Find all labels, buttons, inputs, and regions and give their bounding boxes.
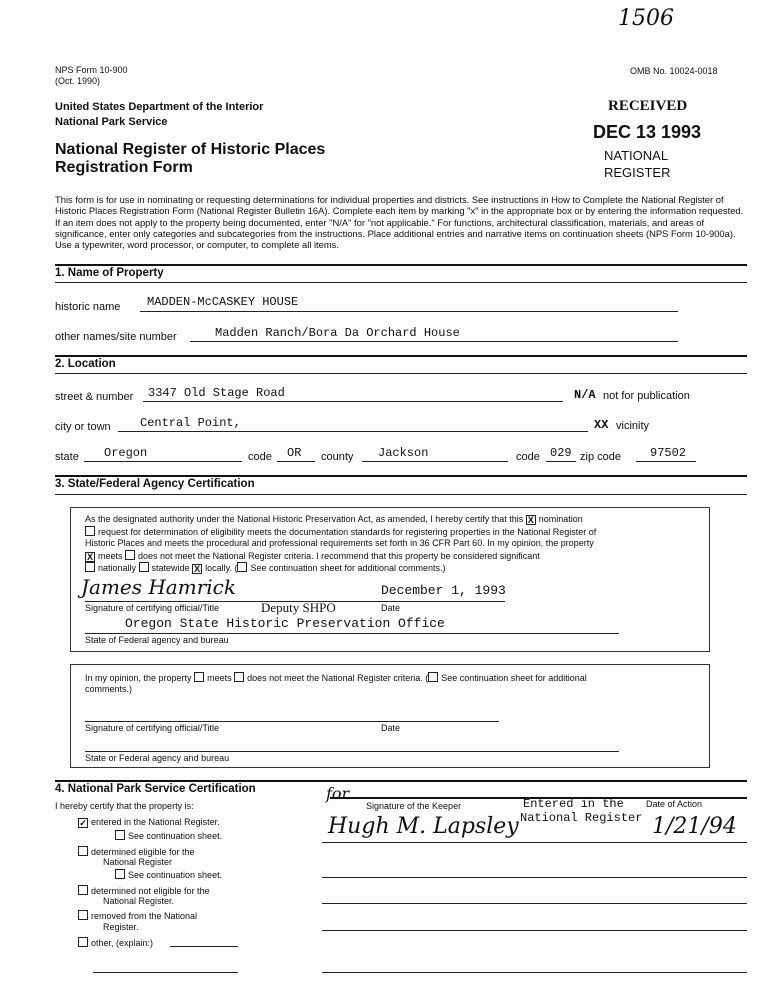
signature-label-2: Signature of certifying official/Title [85, 723, 220, 733]
opinion-continuation-checkbox[interactable] [428, 672, 438, 682]
opt1-continuation-label: See continuation sheet. [128, 831, 223, 841]
certification-date[interactable]: December 1, 1993 [381, 583, 506, 598]
section-1-heading: 1. Name of Property [55, 267, 164, 279]
other-names-value[interactable]: Madden Ranch/Bora Da Orchard House [215, 326, 460, 340]
section-3-heading: 3. State/Federal Agency Certification [55, 478, 255, 490]
opinion-text-d: comments.) [85, 684, 133, 694]
agency-label: State of Federal agency and bureau [85, 635, 229, 645]
received-stamp: RECEIVED [608, 98, 688, 114]
nomination-label: nomination [538, 514, 583, 524]
state-code-value[interactable]: OR [287, 446, 302, 460]
not-for-publication-label: not for publication [603, 390, 690, 402]
received-date-stamp: DEC 13 1993 [593, 122, 702, 142]
nationally-label: nationally [98, 563, 137, 573]
agency-label-2: State or Federal agency and bureau [85, 753, 230, 763]
statewide-label: statewide [151, 563, 190, 573]
nomination-checkbox[interactable]: X [527, 515, 534, 525]
eligible-label-2: National Register [103, 857, 173, 867]
entered-label: entered in the National Register. [91, 817, 220, 827]
form-number: NPS Form 10-900 [55, 65, 128, 75]
stamp-national: NATIONAL [604, 148, 669, 163]
date-of-action-label: Date of Action [646, 799, 703, 809]
section-4-heading: 4. National Park Service Certification [55, 783, 256, 795]
stamp-register: REGISTER [604, 165, 671, 180]
form-subtitle: Registration Form [55, 159, 193, 176]
meets-label: meets [98, 551, 123, 561]
county-value[interactable]: Jackson [378, 446, 429, 460]
state-code-label: code [248, 451, 272, 463]
state-label: state [55, 451, 79, 463]
other-checkbox[interactable] [78, 937, 88, 947]
agency-value[interactable]: Oregon State Historic Preservation Office [125, 616, 445, 631]
meets-checkbox[interactable]: X [86, 552, 93, 562]
not-eligible-checkbox[interactable] [78, 885, 88, 895]
street-label: street & number [55, 391, 134, 403]
date-label-2: Date [381, 723, 401, 733]
cert-line-3: Historic Places and meets the procedural and professional requirements set forth in 36 CFR Part 60. In my opinion, the property [85, 538, 594, 548]
omb-number: OMB No. 10024-0018 [630, 66, 718, 76]
city-value[interactable]: Central Point, [140, 416, 241, 430]
continuation-checkbox[interactable] [237, 562, 247, 572]
official-title[interactable]: Deputy SHPO [261, 600, 336, 615]
continuation-label: See continuation sheet for additional comments.) [250, 563, 446, 573]
department: United States Department of the Interior [55, 101, 264, 113]
agency: National Park Service [55, 116, 168, 128]
opinion-text-a: In my opinion, the property [85, 673, 192, 683]
opinion-text-c: See continuation sheet for additional [441, 673, 587, 683]
keeper-label: Signature of the Keeper [366, 801, 462, 811]
state-value[interactable]: Oregon [104, 446, 148, 460]
nationally-checkbox[interactable] [85, 562, 95, 572]
certifying-signature: James Hamrick [81, 575, 236, 599]
opt1-continuation-checkbox[interactable] [115, 830, 125, 840]
zip-value[interactable]: 97502 [650, 446, 687, 460]
cert-line-2: request for determination of eligibility meets the documentation standards for registering properties in the National Register of [98, 527, 597, 537]
opt2-continuation-checkbox[interactable] [115, 869, 125, 879]
entered-text-b: National Register [520, 811, 643, 825]
removed-label: removed from the National [91, 911, 198, 921]
statewide-checkbox[interactable] [139, 562, 149, 572]
opt2-continuation-label: See continuation sheet. [128, 870, 223, 880]
keeper-signature: Hugh M. Lapsley [328, 814, 519, 839]
handwritten-number: 1506 [618, 6, 674, 31]
eligible-checkbox[interactable] [78, 846, 88, 856]
removed-checkbox[interactable] [78, 910, 88, 920]
county-label: county [321, 451, 354, 463]
not-eligible-label: determined not eligible for the [91, 886, 210, 896]
vicinity-label: vicinity [616, 420, 650, 432]
does-not-meet-label: does not meet the National Register criteria. I recommend that this property be considered significant [138, 551, 540, 561]
zip-label: zip code [580, 451, 621, 463]
removed-label-2: Register. [103, 922, 139, 932]
form-title: National Register of Historic Places [55, 141, 326, 158]
city-label: city or town [55, 421, 111, 433]
instructions-paragraph: This form is for use in nominating or requesting determinations for individual properties and districts. See instructions in How to Complete the National Register of Historic Places Registration Form (National Register Bulletin 16A). Complete each item by marking "x" in the appropriate box or by entering the information requested. If an item does not apply to the property being documented, enter "N/A" for "not applicable." For functions, architectural classification, materials, and areas of significance, enter only categories and subcategories from the instructions. Place additional entries and narrative items on continuation sheets (NPS Form 10-900a). Use a typewriter, word processor, or computer, to complete all items. [55, 194, 744, 251]
date-of-action[interactable]: 1/21/94 [652, 814, 737, 839]
opinion-does-not-meet-checkbox[interactable] [234, 672, 244, 682]
locally-label: locally. ( [205, 563, 238, 573]
certify-intro: I hereby certify that the property is: [55, 801, 194, 811]
county-code-value[interactable]: 029 [550, 446, 572, 460]
section-2-heading: 2. Location [55, 358, 116, 370]
other-label: other, (explain:) [91, 938, 154, 948]
entered-checkbox[interactable]: ✓ [79, 818, 87, 828]
opinion-box [70, 664, 710, 768]
cert-line-1: As the designated authority under the National Historic Preservation Act, as amended, I hereby certify that this [85, 514, 524, 524]
locally-checkbox[interactable]: X [194, 564, 201, 574]
signature-label: Signature of certifying official/Title [85, 603, 220, 613]
date-label: Date [381, 603, 401, 613]
other-names-label: other names/site number [55, 331, 177, 343]
vicinity-mark[interactable]: XX [594, 418, 609, 432]
state-certification-box [70, 507, 710, 652]
opinion-meets-checkbox[interactable] [194, 672, 204, 682]
opinion-meets-label: meets [207, 673, 232, 683]
entered-text-a: Entered in the [523, 797, 624, 811]
historic-name-label: historic name [55, 301, 121, 313]
does-not-meet-checkbox[interactable] [125, 550, 135, 560]
eligible-label: determined eligible for the [91, 847, 195, 857]
historic-name-value[interactable]: MADDEN-McCASKEY HOUSE [147, 295, 299, 309]
county-code-label: code [516, 451, 540, 463]
not-for-publication-mark[interactable]: N/A [574, 388, 596, 402]
not-eligible-label-2: National Register. [103, 896, 175, 906]
opinion-text-b: does not meet the National Register criteria. ( [247, 673, 429, 683]
for-mark: for [326, 784, 350, 803]
street-value[interactable]: 3347 Old Stage Road [148, 386, 285, 400]
request-checkbox[interactable] [85, 526, 95, 536]
form-date: (Oct. 1990) [55, 76, 101, 86]
